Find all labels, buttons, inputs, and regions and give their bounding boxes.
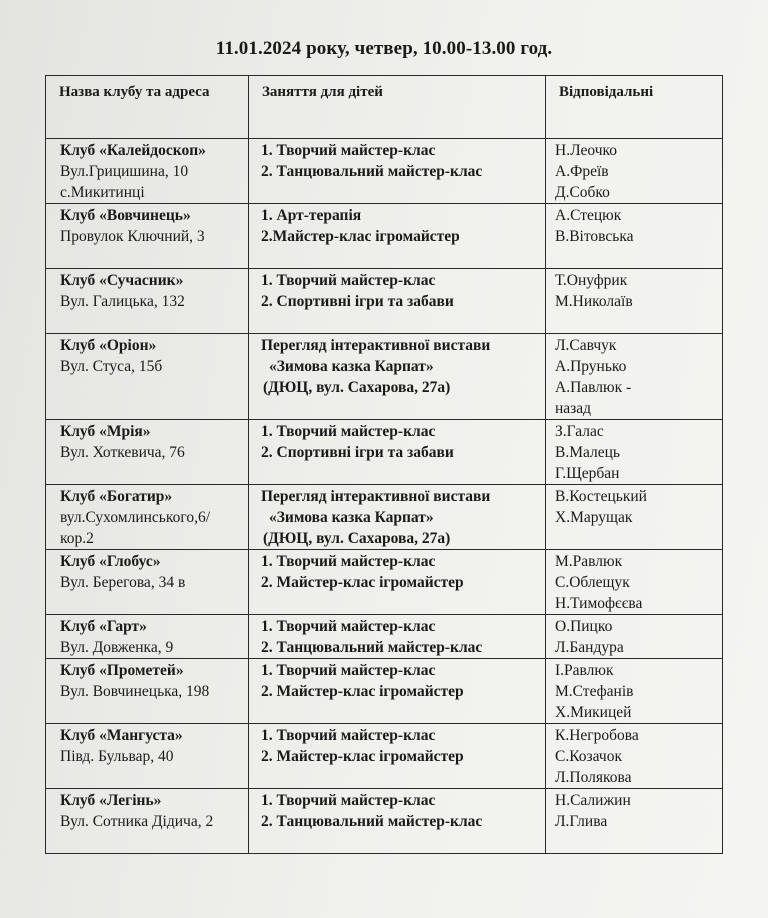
- activities-cell: [249, 659, 546, 724]
- club-name: Клуб «Прометей»: [60, 662, 184, 679]
- table-row: [46, 724, 723, 789]
- responsible-cell: [546, 615, 723, 659]
- responsible-cell: [546, 420, 723, 485]
- table-row: [46, 420, 723, 485]
- activity-item: «Зимова казка Карпат»: [269, 509, 434, 526]
- club-address: Вул.Грицишина, 10: [60, 163, 189, 180]
- table-row: [46, 789, 723, 854]
- table-row: [46, 204, 723, 269]
- activity-item: Перегляд інтерактивної вистави: [261, 337, 491, 354]
- responsible-person: О.Пицко: [555, 618, 613, 635]
- club-address: с.Микитинці: [60, 184, 145, 201]
- activity-item: 1. Творчий майстер-клас: [261, 423, 436, 440]
- responsible-person: Н.Тимофєєва: [555, 595, 643, 612]
- club-name: Клуб «Вовчинець»: [60, 207, 191, 224]
- responsible-person: Л.Бандура: [555, 639, 624, 656]
- responsible-person: А.Фреїв: [555, 163, 609, 180]
- responsible-cell: [546, 789, 723, 854]
- club-cell: [46, 139, 249, 204]
- activity-item: Перегляд інтерактивної вистави: [261, 488, 491, 505]
- responsible-person: Л.Полякова: [555, 769, 632, 786]
- responsible-person: А.Стецюк: [555, 207, 622, 224]
- responsible-person: назад: [555, 400, 592, 417]
- responsible-person: Г.Щербан: [555, 465, 620, 482]
- activities-cell: [249, 615, 546, 659]
- club-cell: [46, 550, 249, 615]
- responsible-person: С.Облещук: [555, 574, 630, 591]
- activity-item: 1. Арт-терапія: [261, 207, 362, 224]
- responsible-person: Т.Онуфрик: [555, 272, 628, 289]
- club-name: Клуб «Мрія»: [60, 423, 151, 440]
- responsible-person: Л.Савчук: [555, 337, 617, 354]
- responsible-person: В.Вітовська: [555, 228, 634, 245]
- responsible-cell: [546, 334, 723, 420]
- activities-cell: [249, 420, 546, 485]
- table-row: [46, 550, 723, 615]
- activity-item: 2. Танцювальний майстер-клас: [261, 813, 483, 830]
- club-address: Вул. Берегова, 34 в: [60, 574, 186, 591]
- club-address: Провулок Ключний, 3: [60, 228, 205, 245]
- activities-cell: [249, 139, 546, 204]
- club-cell: [46, 485, 249, 550]
- header-activities: Заняття для дітей: [249, 76, 546, 139]
- table-row: [46, 659, 723, 724]
- responsible-person: Д.Собко: [555, 184, 610, 201]
- activity-item: 1. Творчий майстер-клас: [261, 142, 436, 159]
- club-cell: [46, 204, 249, 269]
- club-address: Вул. Вовчинецька, 198: [60, 683, 210, 700]
- responsible-person: С.Козачок: [555, 748, 622, 765]
- header-club: Назва клубу та адреса: [46, 76, 249, 139]
- responsible-person: М.Николаїв: [555, 293, 633, 310]
- table-row: [46, 269, 723, 334]
- activities-cell: [249, 334, 546, 420]
- activities-cell: [249, 724, 546, 789]
- activities-cell: [249, 269, 546, 334]
- responsible-cell: [546, 204, 723, 269]
- table-row: [46, 334, 723, 420]
- club-name: Клуб «Глобус»: [60, 553, 161, 570]
- club-name: Клуб «Оріон»: [60, 337, 157, 354]
- responsible-person: А.Прунько: [555, 358, 627, 375]
- club-cell: [46, 724, 249, 789]
- responsible-person: В.Малець: [555, 444, 620, 461]
- responsible-person: З.Галас: [555, 423, 604, 440]
- table-row: [46, 139, 723, 204]
- responsible-person: В.Костецький: [555, 488, 647, 505]
- responsible-person: М.Равлюк: [555, 553, 623, 570]
- schedule-table: [45, 75, 723, 854]
- club-cell: [46, 420, 249, 485]
- responsible-person: М.Стефанів: [555, 683, 634, 700]
- responsible-cell: [546, 659, 723, 724]
- document-title: 11.01.2024 року, четвер, 10.00-13.00 год.: [215, 38, 553, 59]
- activity-item: 1. Творчий майстер-клас: [261, 792, 436, 809]
- activity-item: 2. Майстер-клас ігромайстер: [261, 748, 464, 765]
- activities-cell: [249, 550, 546, 615]
- club-name: Клуб «Гарт»: [60, 618, 147, 635]
- activity-item: 1. Творчий майстер-клас: [261, 662, 436, 679]
- activity-item: 1. Творчий майстер-клас: [261, 272, 436, 289]
- club-address: Півд. Бульвар, 40: [60, 748, 174, 765]
- activity-item: 2. Майстер-клас ігромайстер: [261, 574, 464, 591]
- club-address: вул.Сухомлинського,6/: [60, 509, 211, 526]
- club-cell: [46, 615, 249, 659]
- activity-item: (ДЮЦ, вул. Сахарова, 27а): [263, 379, 451, 396]
- activity-item: 2. Спортивні ігри та забави: [261, 444, 454, 461]
- responsible-person: К.Негробова: [555, 727, 639, 744]
- responsible-person: А.Павлюк -: [555, 379, 632, 396]
- activity-item: (ДЮЦ, вул. Сахарова, 27а): [263, 530, 451, 547]
- activity-item: 2. Танцювальний майстер-клас: [261, 163, 483, 180]
- club-cell: [46, 789, 249, 854]
- responsible-person: Х.Микицей: [555, 704, 632, 721]
- club-name: Клуб «Мангуста»: [60, 727, 183, 744]
- activity-item: «Зимова казка Карпат»: [269, 358, 434, 375]
- club-cell: [46, 269, 249, 334]
- responsible-cell: [546, 139, 723, 204]
- responsible-cell: [546, 550, 723, 615]
- responsible-person: Х.Марущак: [555, 509, 633, 526]
- activity-item: 1. Творчий майстер-клас: [261, 727, 436, 744]
- responsible-person: Л.Глива: [555, 813, 608, 830]
- responsible-person: І.Равлюк: [555, 662, 614, 679]
- club-address: Вул. Довженка, 9: [60, 639, 174, 656]
- club-name: Клуб «Сучасник»: [60, 272, 184, 289]
- activity-item: 2.Майстер-клас ігромайстер: [261, 228, 460, 245]
- club-address: Вул. Стуса, 15б: [60, 358, 163, 375]
- activities-cell: [249, 789, 546, 854]
- activity-item: 1. Творчий майстер-клас: [261, 553, 436, 570]
- club-name: Клуб «Богатир»: [60, 488, 173, 505]
- club-address: Вул. Хоткевича, 76: [60, 444, 185, 461]
- club-address: Вул. Сотника Дідича, 2: [60, 813, 214, 830]
- responsible-cell: [546, 485, 723, 550]
- club-address: кор.2: [60, 530, 94, 547]
- club-name: Клуб «Легінь»: [60, 792, 162, 809]
- activities-cell: [249, 204, 546, 269]
- table-row: [46, 615, 723, 659]
- responsible-cell: [546, 724, 723, 789]
- activity-item: 2. Танцювальний майстер-клас: [261, 639, 483, 656]
- header-responsible: Відповідальні: [546, 76, 723, 139]
- activity-item: 1. Творчий майстер-клас: [261, 618, 436, 635]
- club-address: Вул. Галицька, 132: [60, 293, 185, 310]
- table-row: [46, 485, 723, 550]
- club-cell: [46, 659, 249, 724]
- club-name: Клуб «Калейдоскоп»: [60, 142, 206, 159]
- activities-cell: [249, 485, 546, 550]
- club-cell: [46, 334, 249, 420]
- activity-item: 2. Майстер-клас ігромайстер: [261, 683, 464, 700]
- table-header-row: [46, 76, 723, 139]
- responsible-cell: [546, 269, 723, 334]
- responsible-person: Н.Леочко: [555, 142, 617, 159]
- responsible-person: Н.Салижин: [555, 792, 631, 809]
- activity-item: 2. Спортивні ігри та забави: [261, 293, 454, 310]
